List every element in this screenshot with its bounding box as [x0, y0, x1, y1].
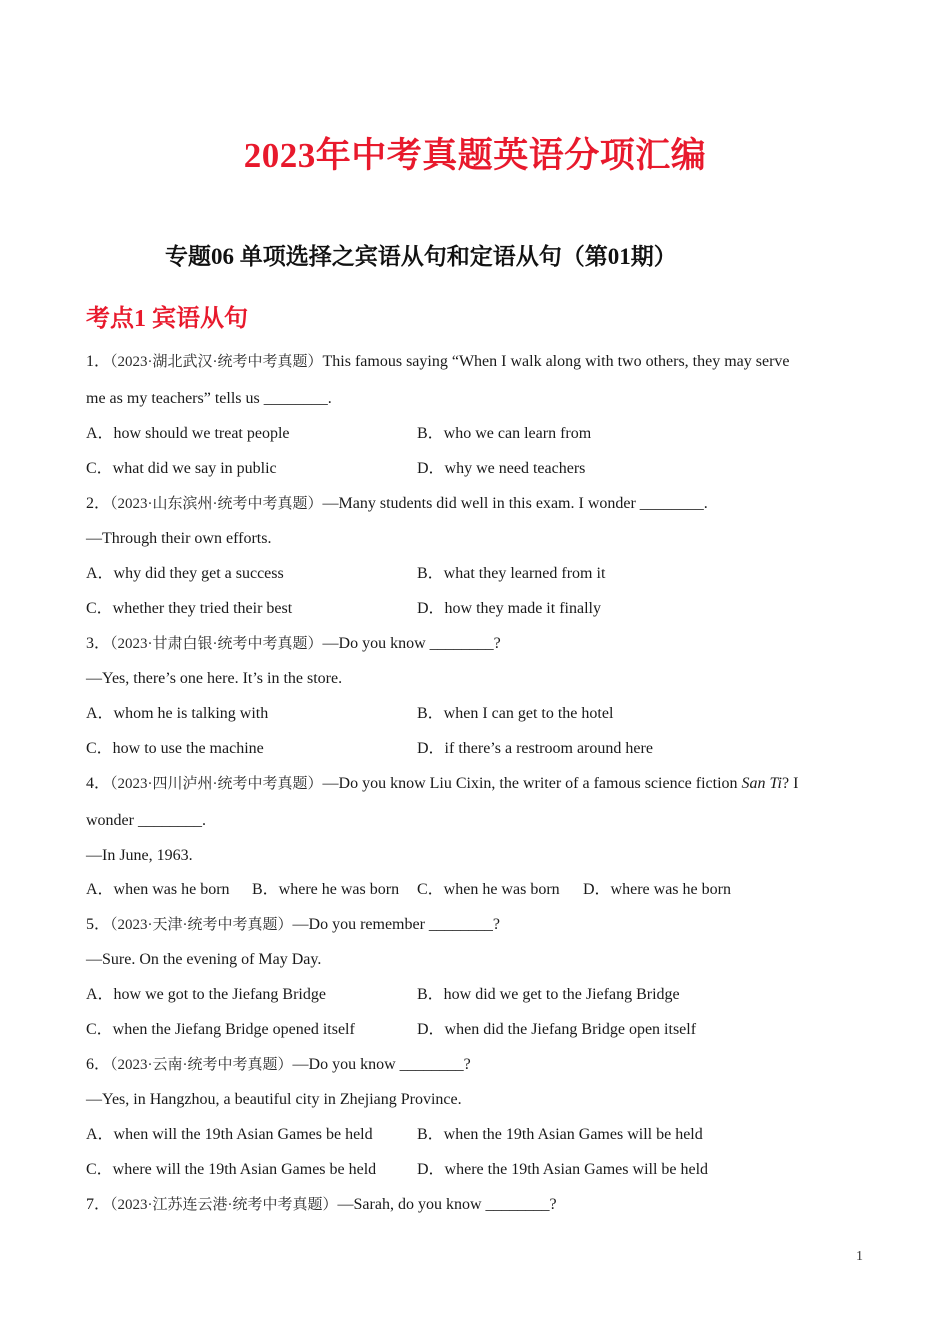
question-2-stem: [86, 494, 708, 514]
q6-option-a: A．when will the 19th Asian Games be held: [86, 1126, 373, 1143]
section-heading: 考点1 宾语从句: [86, 306, 248, 332]
question-number: 2．: [86, 495, 111, 512]
q6-option-b: B．when the 19th Asian Games will be held: [417, 1126, 703, 1143]
q4-option-b: B．where he was born: [252, 881, 400, 898]
q4-option-c: C．when he was born: [417, 881, 560, 898]
question-4-stem: [86, 774, 798, 794]
question-source: （2023·甘肃白银·统考中考真题）: [110, 636, 323, 652]
question-number: 7．: [86, 1196, 111, 1213]
question-number: 1．: [86, 353, 111, 370]
q5-option-d: D．when did the Jiefang Bridge open itself: [417, 1021, 697, 1038]
question-text: —Do you know ________?: [322, 635, 501, 652]
q1-option-c: C．what did we say in public: [86, 460, 277, 477]
question-source: （2023·江苏连云港·统考中考真题）: [110, 1197, 338, 1213]
q2-option-c: C．whether they tried their best: [86, 600, 293, 617]
question-2-answer: —Through their own efforts.: [86, 530, 272, 547]
question-3-answer: —Yes, there’s one here. It’s in the store.: [86, 670, 343, 687]
question-number: 3．: [86, 635, 111, 652]
q2-option-b: B．what they learned from it: [417, 565, 606, 582]
question-3-stem: [86, 634, 501, 654]
question-5-answer: —Sure. On the evening of May Day.: [86, 951, 322, 968]
question-7-stem: [86, 1195, 557, 1215]
question-text-end: ? I: [782, 775, 799, 792]
question-number: 6．: [86, 1056, 111, 1073]
question-number: 4．: [86, 775, 111, 792]
question-6-answer: —Yes, in Hangzhou, a beautiful city in Zhejiang Province.: [86, 1091, 462, 1108]
q6-option-d: D．where the 19th Asian Games will be held: [417, 1161, 709, 1178]
q5-option-c: C．when the Jiefang Bridge opened itself: [86, 1021, 355, 1038]
q5-option-a: A．how we got to the Jiefang Bridge: [86, 986, 326, 1003]
question-text: This famous saying “When I walk along with two others, they may serve: [322, 353, 790, 370]
q3-option-a: A．whom he is talking with: [86, 705, 269, 722]
page-number: 1: [856, 1249, 863, 1264]
question-4-answer: —In June, 1963.: [86, 847, 193, 864]
topic-subtitle: 专题06 单项选择之宾语从句和定语从句（第01期）: [165, 244, 677, 269]
question-source: （2023·湖北武汉·统考中考真题）: [110, 354, 323, 370]
question-number: 5．: [86, 916, 111, 933]
q1-option-a: A．how should we treat people: [86, 425, 290, 442]
q4-option-a: A．when was he born: [86, 881, 230, 898]
question-text: —Do you know Liu Cixin, the writer of a famous science fiction: [322, 775, 742, 792]
question-text: —Many students did well in this exam. I wonder ________.: [322, 495, 708, 512]
question-text: —Do you know ________?: [292, 1056, 471, 1073]
q6-option-c: C．where will the 19th Asian Games be held: [86, 1161, 377, 1178]
book-title: San Ti: [741, 775, 782, 792]
question-source: （2023·山东滨州·统考中考真题）: [110, 496, 323, 512]
question-source: （2023·云南·统考中考真题）: [110, 1057, 293, 1073]
q2-option-a: A．why did they get a success: [86, 565, 284, 582]
document-title: 2023年中考真题英语分项汇编: [243, 136, 707, 175]
question-5-stem: [86, 915, 500, 935]
question-1-stem: [86, 352, 790, 372]
question-source: （2023·天津·统考中考真题）: [110, 917, 293, 933]
question-text: —Do you remember ________?: [292, 916, 501, 933]
q1-option-b: B．who we can learn from: [417, 425, 592, 442]
q5-option-b: B．how did we get to the Jiefang Bridge: [417, 986, 680, 1003]
q1-option-d: D．why we need teachers: [417, 460, 586, 477]
q3-option-d: D．if there’s a restroom around here: [417, 740, 653, 757]
question-text: —Sarah, do you know ________?: [337, 1196, 557, 1213]
question-source: （2023·四川泸州·统考中考真题）: [110, 776, 323, 792]
question-1-stem-cont: me as my teachers” tells us ________.: [86, 390, 332, 407]
q3-option-b: B．when I can get to the hotel: [417, 705, 614, 722]
q4-option-d: D．where was he born: [583, 881, 731, 898]
question-4-stem-cont: wonder ________.: [86, 812, 206, 829]
q3-option-c: C．how to use the machine: [86, 740, 264, 757]
question-6-stem: [86, 1055, 471, 1075]
q2-option-d: D．how they made it finally: [417, 600, 601, 617]
